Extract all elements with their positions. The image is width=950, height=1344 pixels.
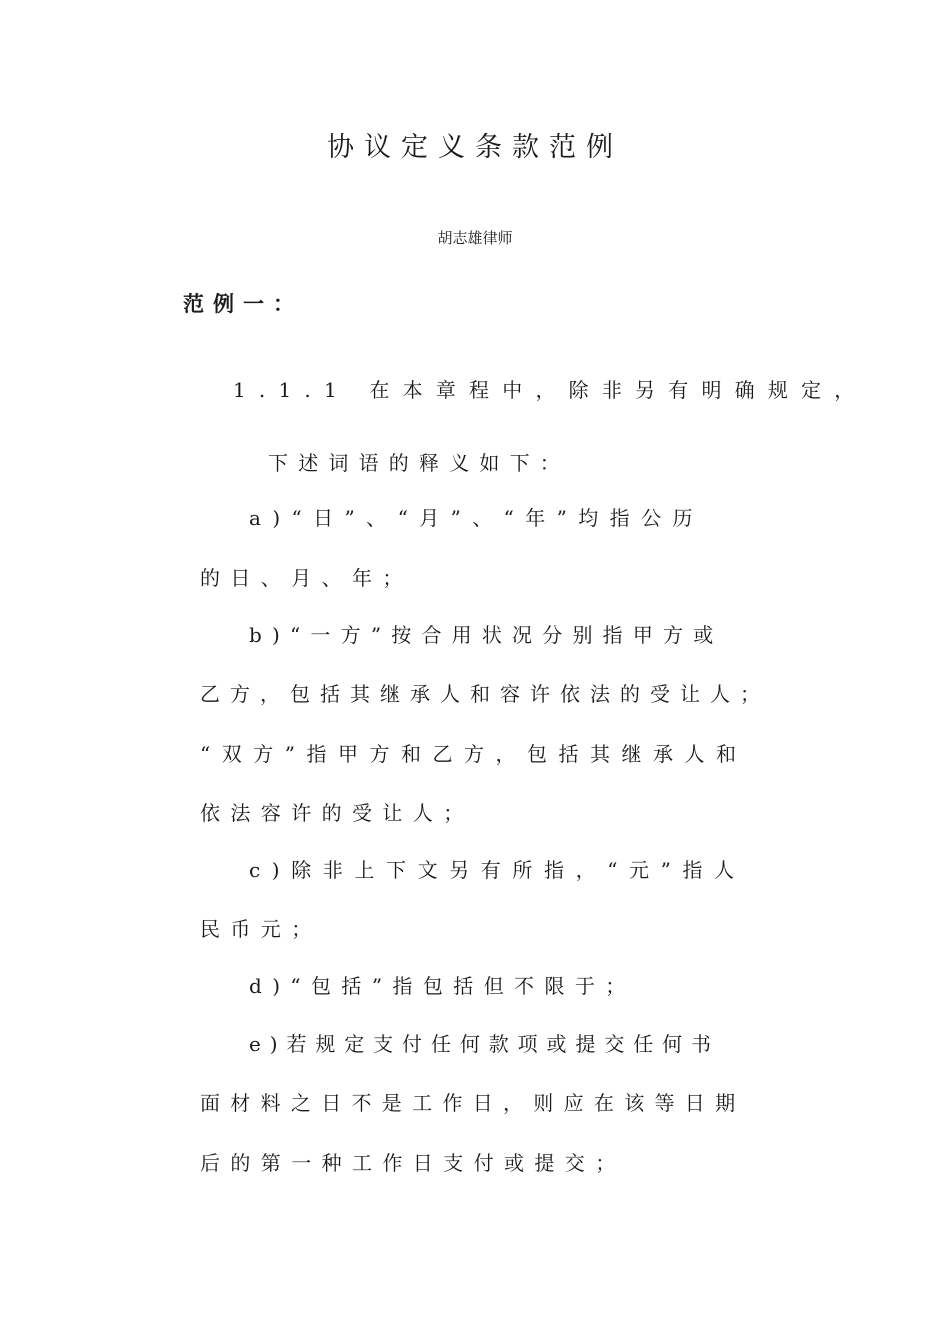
clause-line: 1.1.1 在本章程中，除非另有明确规定，: [233, 378, 868, 402]
document-title: 协议定义条款范例: [327, 132, 623, 163]
clause-line: b)“一方”按合用状况分别指甲方或: [249, 623, 724, 647]
clause-line: 乙方，包括其继承人和容许依法的受让人；: [200, 682, 770, 706]
document-author: 胡志雄律师: [437, 229, 513, 247]
clause-line: 的日、月、年；: [200, 566, 413, 590]
clause-line: 民币元；: [200, 917, 322, 941]
clause-line: 依法容许的受让人；: [200, 801, 474, 825]
clause-line: 下述词语的释义如下：: [268, 451, 570, 475]
clause-line: 后的第一种工作日支付或提交；: [200, 1151, 626, 1175]
clause-line: “双方”指甲方和乙方，包括其继承人和: [200, 742, 748, 766]
clause-line: e)若规定支付任何款项或提交任何书: [249, 1032, 720, 1056]
section-heading: 范例一：: [183, 291, 303, 316]
clause-line: 面材料之日不是工作日，则应在该等日期: [200, 1091, 746, 1115]
clause-line: d)“包括”指包括但不限于；: [249, 974, 636, 998]
clause-line: a)“日”、“月”、“年”均指公历: [249, 506, 704, 530]
clause-line: c)除非上下文另有所指，“元”指人: [249, 858, 746, 882]
